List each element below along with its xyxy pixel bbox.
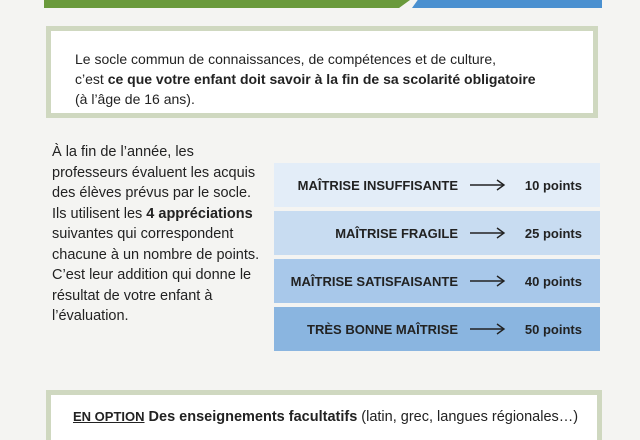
- level-row: [274, 163, 600, 207]
- arrow-right-icon: [470, 227, 510, 239]
- intro-line-2: [75, 69, 573, 89]
- top-blue-bar: [412, 0, 602, 8]
- arrow-right-icon: [470, 275, 510, 287]
- explanation-bold: 4 appréciations: [146, 205, 253, 222]
- explanation-part-2: suivantes qui correspondent chacune à un nombre de points. C’est leur addition qui donne le résultat de votre enfant à l’évaluation.: [52, 226, 260, 324]
- level-points: 25 points: [524, 225, 582, 241]
- intro-line-2-prefix: c’est: [75, 71, 108, 87]
- intro-line-1: Le socle commun de connaissances, de compétences et de culture,: [75, 51, 497, 67]
- level-points: 10 points: [524, 177, 582, 193]
- level-points: 50 points: [524, 321, 582, 337]
- option-tag: EN OPTION: [73, 409, 145, 424]
- intro-box: [46, 26, 598, 118]
- level-label: TRÈS BONNE MAÎTRISE: [307, 321, 458, 337]
- evaluation-explanation: [52, 142, 262, 327]
- top-green-bar: [44, 0, 410, 8]
- level-label: MAÎTRISE SATISFAISANTE: [290, 273, 458, 289]
- option-box: [46, 390, 602, 440]
- intro-line-2-bold: ce que votre enfant doit savoir à la fin de sa scolarité obligatoire: [107, 71, 536, 87]
- level-row: [274, 307, 600, 351]
- level-row: [274, 211, 600, 255]
- intro-line-3: (à l’âge de 16 ans).: [75, 91, 195, 107]
- level-row: [274, 259, 600, 303]
- option-title: Des enseignements facultatifs: [148, 409, 358, 425]
- levels-list: [274, 163, 600, 355]
- level-points: 40 points: [524, 273, 582, 289]
- level-label: MAÎTRISE INSUFFISANTE: [297, 177, 458, 193]
- arrow-right-icon: [470, 323, 510, 335]
- option-detail: (latin, grec, langues régionales…): [357, 409, 579, 425]
- explanation-part-1: À la fin de l’année, les professeurs évaluent les acquis des élèves prévus par le socle. Ils utilisent les: [52, 144, 256, 222]
- arrow-right-icon: [470, 179, 510, 191]
- level-label: MAÎTRISE FRAGILE: [335, 225, 458, 241]
